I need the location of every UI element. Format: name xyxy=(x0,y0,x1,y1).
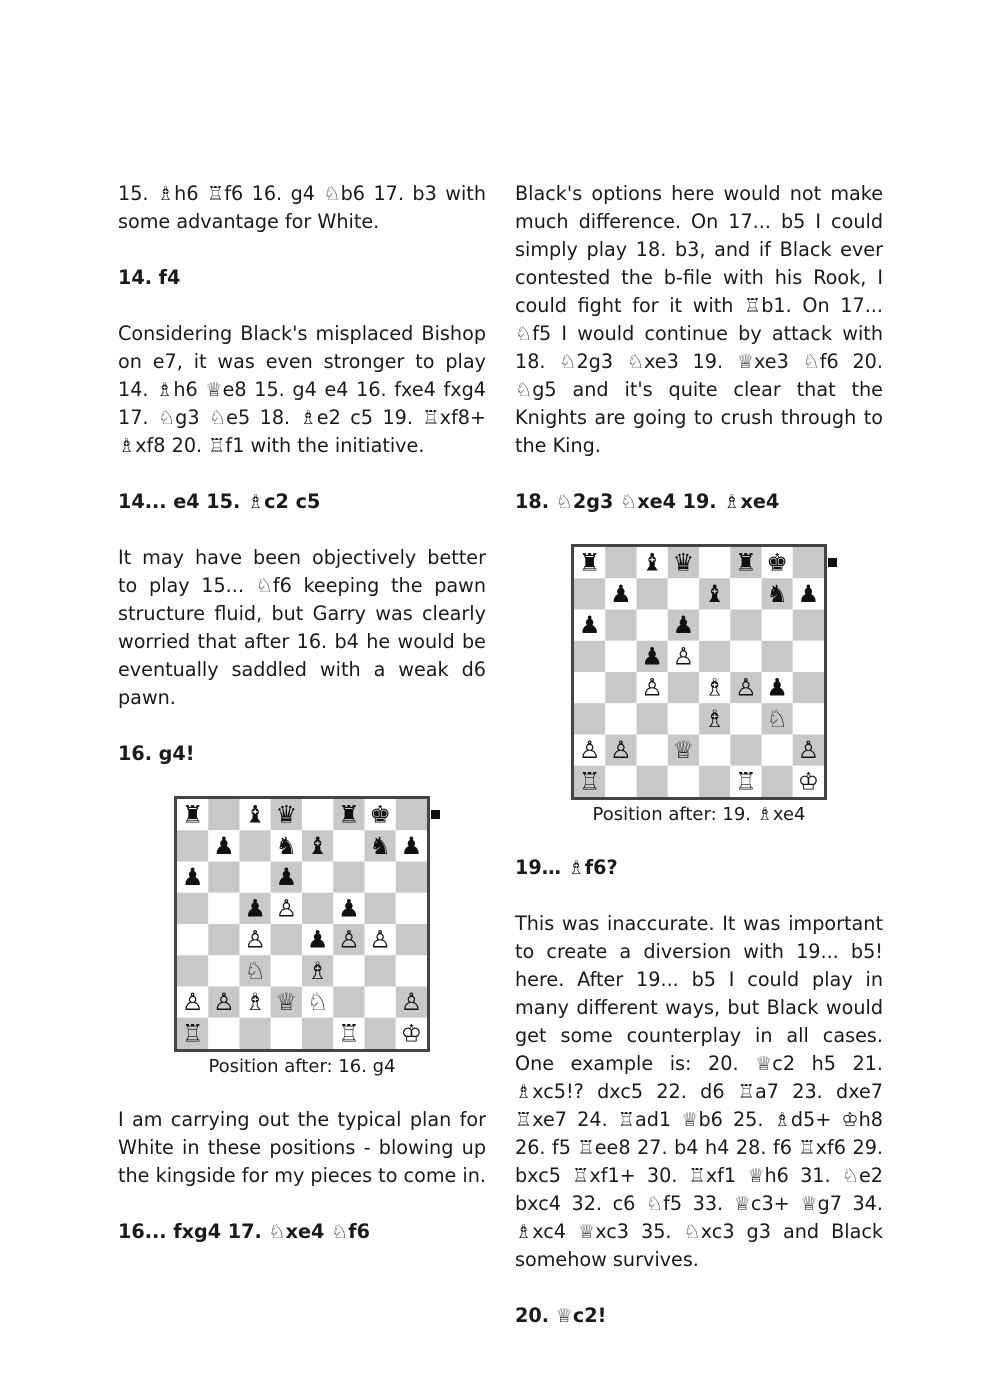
board-square xyxy=(240,862,271,893)
board-square xyxy=(177,924,208,955)
board-square xyxy=(333,862,364,893)
white-king-icon: ♔ xyxy=(400,1019,423,1048)
white-pawn-icon: ♙ xyxy=(578,736,601,765)
white-bishop-icon: ♗ xyxy=(703,673,726,702)
board-square xyxy=(637,735,668,766)
black-pawn-icon: ♟ xyxy=(306,925,329,954)
chess-diagram xyxy=(118,796,486,1078)
board-square xyxy=(396,924,427,955)
board-square xyxy=(208,862,239,893)
black-pawn-icon: ♟ xyxy=(400,831,423,860)
white-pawn-icon: ♙ xyxy=(641,673,663,702)
white-bishop-icon: ♗ xyxy=(306,956,329,985)
diagram-caption: Position after: 19. ♗xe4 xyxy=(592,804,806,825)
white-king-icon: ♔ xyxy=(797,767,820,796)
board-square xyxy=(762,641,793,672)
board-square xyxy=(637,610,668,641)
black-king-icon: ♚ xyxy=(766,548,788,577)
move-heading: 16. g4! xyxy=(118,742,195,765)
board-square xyxy=(699,610,730,641)
board-square xyxy=(605,610,636,641)
black-rook-icon: ♜ xyxy=(578,548,601,577)
board-square xyxy=(365,955,396,986)
board-square xyxy=(177,830,208,861)
board-square xyxy=(208,799,239,830)
board-square xyxy=(365,1018,396,1049)
white-knight-icon: ♘ xyxy=(306,988,329,1017)
board-square xyxy=(605,672,636,703)
black-queen-icon: ♛ xyxy=(275,800,298,829)
board-square xyxy=(605,547,636,578)
board-square xyxy=(271,924,302,955)
board-square xyxy=(637,766,668,797)
white-pawn-icon: ♙ xyxy=(338,925,360,954)
board-square xyxy=(605,703,636,734)
board-square xyxy=(730,735,761,766)
black-pawn-icon: ♟ xyxy=(244,894,266,923)
board-square xyxy=(668,578,699,609)
black-pawn-icon: ♟ xyxy=(213,831,235,860)
board-square xyxy=(699,735,730,766)
board-square xyxy=(240,1018,271,1049)
paragraph: Considering Black's misplaced Bishop on e7, it was even stronger to play 14. ♗h6 ♕e8 15. g4 e4 16. fxe4 fxg4 17. ♘g3 ♘e5 18. ♗e2 c5 19. ♖xf8+ ♗xf8 20. ♖f1 with the initiative. xyxy=(118,322,486,457)
board-square xyxy=(396,799,427,830)
white-rook-icon: ♖ xyxy=(578,767,601,796)
white-pawn-icon: ♙ xyxy=(610,736,632,765)
paragraph: It may have been objectively better to play 15... ♘f6 keeping the pawn structure fluid, but Garry was clearly worried that after 16. b4 he would be eventually saddled with a weak d6 pawn. xyxy=(118,546,486,709)
black-rook-icon: ♜ xyxy=(338,800,360,829)
board-square xyxy=(302,799,333,830)
board-square xyxy=(574,672,605,703)
board-svg xyxy=(177,799,427,1049)
board-square xyxy=(762,610,793,641)
white-bishop-icon: ♗ xyxy=(703,704,726,733)
board-square xyxy=(365,862,396,893)
board-square xyxy=(302,862,333,893)
board-square xyxy=(240,830,271,861)
move-heading: 19… ♗f6? xyxy=(515,856,618,879)
black-pawn-icon: ♟ xyxy=(797,579,820,608)
black-pawn-icon: ♟ xyxy=(641,642,663,671)
board-square xyxy=(793,641,824,672)
board-square xyxy=(730,578,761,609)
board-square xyxy=(574,703,605,734)
board-square xyxy=(668,703,699,734)
black-bishop-icon: ♝ xyxy=(703,579,726,608)
board-square xyxy=(793,547,824,578)
board-square xyxy=(668,672,699,703)
white-pawn-icon: ♙ xyxy=(400,988,423,1017)
black-knight-icon: ♞ xyxy=(369,831,391,860)
move-heading: 14... e4 15. ♗c2 c5 xyxy=(118,490,321,513)
board-square xyxy=(333,830,364,861)
white-rook-icon: ♖ xyxy=(735,767,757,796)
move-heading: 16... fxg4 17. ♘xe4 ♘f6 xyxy=(118,1220,370,1243)
board-svg xyxy=(574,547,824,797)
chess-board xyxy=(571,544,827,800)
black-pawn-icon: ♟ xyxy=(672,611,695,640)
board-square xyxy=(208,924,239,955)
right-column xyxy=(515,180,883,1358)
white-queen-icon: ♕ xyxy=(672,736,695,765)
black-knight-icon: ♞ xyxy=(275,831,298,860)
black-rook-icon: ♜ xyxy=(735,548,757,577)
board-square xyxy=(365,893,396,924)
board-square xyxy=(271,955,302,986)
black-king-icon: ♚ xyxy=(369,800,391,829)
board-square xyxy=(605,641,636,672)
chess-board xyxy=(174,796,430,1052)
board-square xyxy=(396,862,427,893)
black-pawn-icon: ♟ xyxy=(610,579,632,608)
white-pawn-icon: ♙ xyxy=(369,925,391,954)
black-queen-icon: ♛ xyxy=(672,548,695,577)
board-square xyxy=(699,547,730,578)
board-square xyxy=(208,1018,239,1049)
white-rook-icon: ♖ xyxy=(181,1019,204,1048)
white-queen-icon: ♕ xyxy=(275,988,298,1017)
black-bishop-icon: ♝ xyxy=(641,548,663,577)
board-square xyxy=(396,893,427,924)
board-square xyxy=(793,672,824,703)
black-bishop-icon: ♝ xyxy=(306,831,329,860)
black-to-move-marker xyxy=(431,810,440,819)
move-heading: 20. ♕c2! xyxy=(515,1304,607,1327)
white-knight-icon: ♘ xyxy=(766,704,788,733)
board-square xyxy=(637,703,668,734)
board-square xyxy=(730,703,761,734)
white-pawn-icon: ♙ xyxy=(275,894,298,923)
move-heading: 14. f4 xyxy=(118,266,181,289)
board-square xyxy=(177,955,208,986)
board-square xyxy=(637,578,668,609)
white-pawn-icon: ♙ xyxy=(797,736,820,765)
paragraph: Black's options here would not make much difference. On 17... b5 I could simply play 18. b3, and if Black ever contested the b-file with his Rook, I could fight for it with ♖b1. On 17... ♘f5 I would continue by attack with 18. ♘2g3 ♘xe3 19. ♕xe3 ♘f6 20. ♘g5 and it's quite clear that the Knights are going to crush through to the King. xyxy=(515,182,883,457)
black-pawn-icon: ♟ xyxy=(578,611,601,640)
white-pawn-icon: ♙ xyxy=(181,988,204,1017)
white-rook-icon: ♖ xyxy=(338,1019,360,1048)
left-column xyxy=(118,180,486,1274)
black-rook-icon: ♜ xyxy=(181,800,204,829)
diagram-caption: Position after: 16. g4 xyxy=(208,1056,396,1077)
white-pawn-icon: ♙ xyxy=(244,925,266,954)
paragraph: 15. ♗h6 ♖f6 16. g4 ♘b6 17. b3 with some advantage for White. xyxy=(118,182,486,233)
board-square xyxy=(396,955,427,986)
black-pawn-icon: ♟ xyxy=(275,863,298,892)
board-square xyxy=(208,955,239,986)
board-square xyxy=(793,703,824,734)
paragraph: I am carrying out the typical plan for White in these positions - blowing up the kingside for my pieces to come in. xyxy=(118,1108,487,1187)
white-pawn-icon: ♙ xyxy=(213,988,235,1017)
black-pawn-icon: ♟ xyxy=(766,673,788,702)
board-square xyxy=(333,987,364,1018)
move-heading: 18. ♘2g3 ♘xe4 19. ♗xe4 xyxy=(515,490,780,513)
board-square xyxy=(574,641,605,672)
black-bishop-icon: ♝ xyxy=(244,800,266,829)
black-to-move-marker xyxy=(828,558,837,567)
paragraph: This was inaccurate. It was important to create a diversion with 19... b5! here. After 19... b5 I could play in many different ways, but Black would get some counterplay in all cases. One example is: 20. ♕c2 h5 21. ♗xc5!? dxc5 22. d6 ♖a7 23. dxe7 ♖xe7 24. ♖ad1 ♕b6 25. ♗d5+ ♔h8 26. f5 ♖ee8 27. b4 h4 28. f6 ♖xf6 29. bxc5 ♖xf1+ 30. ♖xf1 ♕h6 31. ♘e2 bxc4 32. c6 ♘f5 33. ♕c3+ ♕g7 34. ♗xc4 ♕xc3 35. ♘xc3 g3 and Black somehow survives. xyxy=(515,912,883,1271)
board-square xyxy=(668,766,699,797)
board-square xyxy=(302,1018,333,1049)
board-square xyxy=(793,610,824,641)
board-square xyxy=(302,893,333,924)
board-square xyxy=(730,641,761,672)
board-square xyxy=(208,893,239,924)
black-knight-icon: ♞ xyxy=(766,579,788,608)
board-square xyxy=(177,893,208,924)
white-pawn-icon: ♙ xyxy=(672,642,695,671)
board-square xyxy=(699,641,730,672)
board-square xyxy=(730,610,761,641)
chess-diagram xyxy=(515,544,883,826)
white-pawn-icon: ♙ xyxy=(735,673,757,702)
black-pawn-icon: ♟ xyxy=(338,894,360,923)
white-bishop-icon: ♗ xyxy=(244,988,266,1017)
board-square xyxy=(365,987,396,1018)
white-knight-icon: ♘ xyxy=(244,956,266,985)
board-square xyxy=(762,766,793,797)
board-square xyxy=(333,955,364,986)
board-square xyxy=(605,766,636,797)
board-square xyxy=(699,766,730,797)
black-pawn-icon: ♟ xyxy=(181,863,204,892)
board-square xyxy=(762,735,793,766)
board-square xyxy=(574,578,605,609)
board-square xyxy=(271,1018,302,1049)
